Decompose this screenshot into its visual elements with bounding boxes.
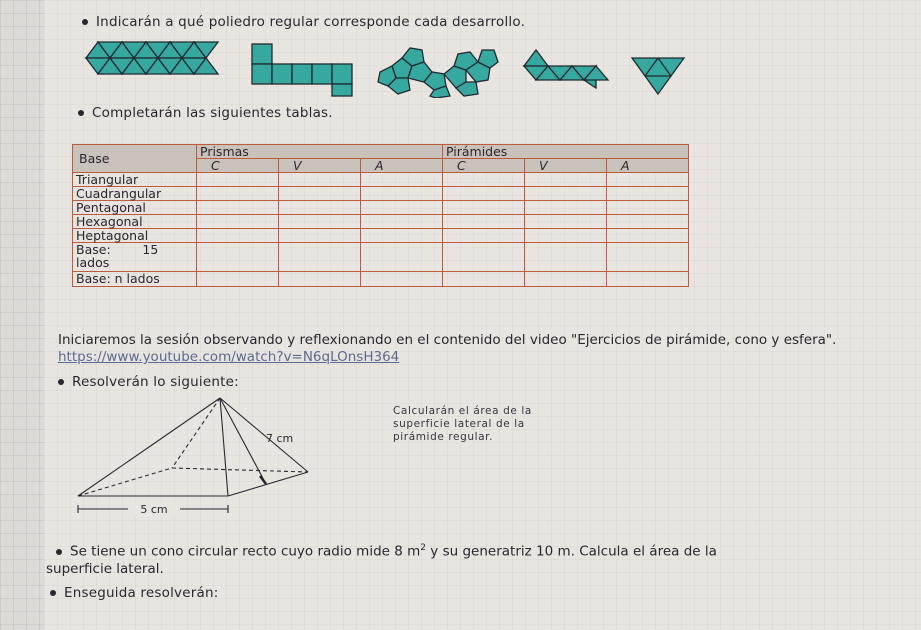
dodecahedron-net [378,48,498,98]
apothem [220,398,266,484]
octahedron-net [524,50,608,88]
bullet-polyhedra [82,14,525,30]
video-link[interactable]: https://www.youtube.com/watch?v=N6qLOnsH364 [58,349,400,365]
sub-header: A [361,159,443,173]
table-row [73,215,689,229]
row-label: Base: n lados [73,272,197,287]
bullet-text: Indicarán a qué poliedro regular corresponde cada desarrollo. [96,14,526,30]
sub-header: A [607,159,689,173]
cone-text: y su generatriz 10 m. Calcula el área de la [426,543,717,560]
hidden-edge [172,468,308,472]
bullet-cone [46,540,896,578]
edge [78,398,220,496]
sub-header: V [525,159,607,173]
cone-text: superficie lateral. [46,560,164,577]
table-row [73,201,689,215]
bullet-dot [78,110,84,116]
row-label: Hexagonal [73,215,197,229]
table-row [73,243,689,272]
icosahedron-net [86,42,218,74]
hidden-edge [172,398,220,468]
cube-net [252,44,352,96]
bullet-solve [58,374,239,390]
table-row [73,229,689,243]
base-edge [228,472,308,496]
bullet-text: Resolverán lo siguiente: [72,374,239,390]
base-label: 5 cm [140,503,168,516]
edge [220,398,308,472]
pyramid-figure [70,392,330,522]
row-label: Base: 15 lados [73,243,197,272]
table-row [73,173,689,187]
row-label: Cuadrangular [73,187,197,201]
bullet-next [50,585,218,601]
base-header: Base [73,145,197,173]
sub-header: V [279,159,361,173]
right-angle-mark [260,476,266,484]
piramides-header: Pirámides [443,145,689,159]
cone-superscript: 2 [420,543,427,553]
bullet-text: Completarán las siguientes tablas. [92,105,333,121]
intro-text: Iniciaremos la sesión observando y reflexionando en el contenido del video "Ejercicios de pirámide, cono y esfera". [58,332,837,348]
row-label: Triangular [73,173,197,187]
sub-header: C [197,159,279,173]
cone-text: Se tiene un cono circular recto cuyo radio mide 8 m [70,543,421,560]
table-row [73,272,689,287]
hidden-edge [78,468,172,496]
row-label: Heptagonal [73,229,197,243]
prismas-header: Prismas [197,145,443,159]
table-header-row [73,145,689,159]
table-row [73,187,689,201]
polyhedra-table [72,144,689,287]
bullet-tables [78,105,333,121]
tetrahedron-net [632,58,684,94]
polyhedra-nets [80,36,700,98]
pyramid-note: Calcularán el área de la superficie lateral de la pirámide regular. [393,405,532,443]
bullet-text: Enseguida resolverán: [64,585,219,601]
bullet-dot [56,549,62,555]
intro-paragraph [58,332,888,366]
bullet-dot [82,19,88,25]
bullet-dot [58,379,64,385]
edge [220,398,228,496]
sub-header: C [443,159,525,173]
row-label: Pentagonal [73,201,197,215]
slant-label: 7 cm [266,432,294,445]
bullet-dot [50,590,56,596]
